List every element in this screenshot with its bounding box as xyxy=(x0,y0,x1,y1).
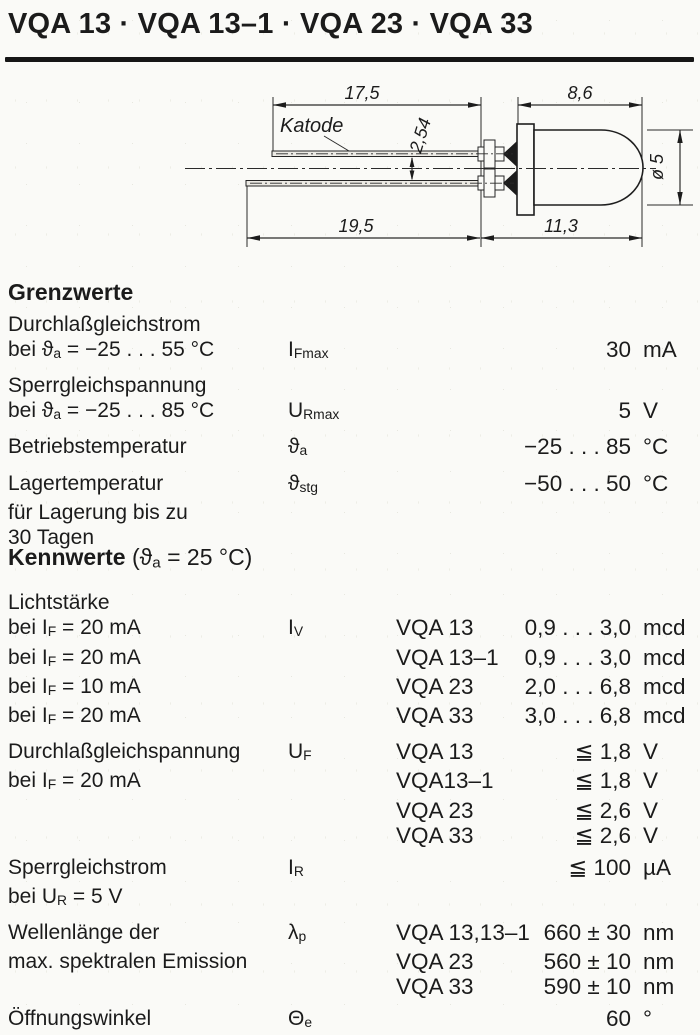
spec-row xyxy=(8,674,692,703)
spec-unit: mcd xyxy=(643,615,686,641)
spec-value: 0,9 . . . 3,0 xyxy=(524,644,631,670)
spec-row xyxy=(8,739,692,768)
dimension-diameter xyxy=(647,130,693,205)
spec-label: bei IF = 10 mA xyxy=(8,674,141,699)
dim-8-6: 8,6 xyxy=(567,83,593,103)
spec-type-name xyxy=(396,337,511,366)
spec-rows xyxy=(8,590,692,1035)
spec-label: Sperrgleichstrom xyxy=(8,855,167,879)
spec-value xyxy=(511,500,631,525)
section-heading-condition: (ϑa = 25 °C) xyxy=(131,544,253,572)
spec-value xyxy=(511,590,631,615)
spec-unit: mA xyxy=(643,337,677,362)
arrowhead-right-icon xyxy=(629,102,642,107)
spec-value xyxy=(511,312,631,337)
dim-19-5: 19,5 xyxy=(338,216,374,236)
spec-value: ≦ 100 xyxy=(568,854,631,880)
arrowhead-left-icon xyxy=(247,235,260,240)
cathode-leader-line xyxy=(324,136,349,151)
spec-row xyxy=(8,434,692,463)
spec-unit: mcd xyxy=(643,703,686,729)
dimension-body-length xyxy=(518,83,642,108)
spec-unit: mcd xyxy=(643,644,686,670)
cathode-label xyxy=(280,115,349,151)
arrowhead-down-icon xyxy=(410,171,415,181)
spec-row xyxy=(8,645,692,674)
dim-2-54: 2,54 xyxy=(405,115,435,155)
spec-label: bei ϑa = −25 . . . 55 °C xyxy=(8,338,215,362)
spec-type-name xyxy=(396,434,511,463)
spec-label: Sperrgleichspannung xyxy=(8,374,207,398)
spec-symbol: IR xyxy=(288,855,304,879)
spec-value: ≦ 1,8 xyxy=(574,739,631,765)
spec-label: bei IF = 20 mA xyxy=(8,704,141,728)
section-heading: Grenzwerte xyxy=(8,279,134,305)
spec-row xyxy=(8,855,692,884)
spec-type-name xyxy=(396,590,511,615)
arrowhead-right-icon xyxy=(629,235,642,240)
spec-unit: V xyxy=(643,797,659,823)
spec-label xyxy=(8,798,288,823)
spec-row xyxy=(8,312,692,337)
led-dome xyxy=(534,130,643,205)
spec-symbol: UF xyxy=(288,740,312,764)
dim-diameter: ø 5 xyxy=(647,153,667,181)
spec-unit: nm xyxy=(643,920,675,946)
led-dimension-drawing xyxy=(0,75,700,272)
spec-type-name: VQA 23 xyxy=(396,949,474,975)
arrowhead-down-icon xyxy=(677,192,682,205)
spec-symbol xyxy=(288,373,396,398)
spec-value: 2,0 . . . 6,8 xyxy=(524,673,631,699)
spec-type-name: VQA 13–1 xyxy=(396,644,499,670)
spec-type-name xyxy=(396,471,511,500)
spec-type-name: VQA 13 xyxy=(396,739,474,765)
spec-symbol: Θe xyxy=(288,1007,313,1031)
spec-unit: nm xyxy=(643,974,675,1000)
spec-unit xyxy=(631,884,692,913)
spec-unit: ° xyxy=(643,1006,652,1032)
led-body xyxy=(517,124,643,215)
spec-symbol xyxy=(288,884,396,913)
spec-label: Wellenlänge der xyxy=(8,921,160,945)
spec-rows xyxy=(8,312,692,550)
spec-value: −50 . . . 50 xyxy=(524,470,631,496)
spec-symbol xyxy=(288,590,396,615)
section-kennwerte xyxy=(8,543,692,1035)
spec-type-name xyxy=(396,373,511,398)
spec-label: bei ϑa = −25 . . . 85 °C xyxy=(8,399,215,423)
spec-symbol: IFmax xyxy=(288,338,329,362)
spec-row xyxy=(8,398,692,427)
spec-label: bei IF = 20 mA xyxy=(8,645,141,669)
spec-value: 3,0 . . . 6,8 xyxy=(524,703,631,729)
spec-label: Öffnungswinkel xyxy=(8,1007,152,1031)
spec-type-name xyxy=(396,884,511,913)
spec-label: bei UR = 5 V xyxy=(8,884,123,909)
spec-value: 60 xyxy=(605,1006,631,1032)
spec-row xyxy=(8,703,692,732)
title-rule xyxy=(5,57,694,62)
spec-row xyxy=(8,974,692,999)
spec-type-name: VQA 23 xyxy=(396,673,474,699)
spec-symbol xyxy=(288,674,396,703)
spec-symbol: URmax xyxy=(288,399,340,423)
spec-label: für Lagerung bis zu xyxy=(8,500,188,524)
spec-label: bei IF = 20 mA xyxy=(8,616,141,640)
spec-type-name: VQA 33 xyxy=(396,974,474,1000)
spec-row xyxy=(8,949,692,974)
spec-label: bei IF = 20 mA xyxy=(8,769,141,793)
spec-label: Durchlaßgleichstrom xyxy=(8,313,201,336)
spec-value: 660 ± 30 xyxy=(543,920,631,946)
section-grenzwerte xyxy=(8,278,692,550)
spec-type-name xyxy=(396,398,511,427)
spec-unit: V xyxy=(643,822,659,848)
spec-row xyxy=(8,337,692,366)
spec-row xyxy=(8,823,692,848)
section-heading xyxy=(8,543,692,577)
spec-type-name: VQA13–1 xyxy=(396,768,494,794)
spec-symbol xyxy=(288,949,396,974)
arrowhead-left-icon xyxy=(481,235,494,240)
spec-label xyxy=(8,823,288,848)
dim-11-3: 11,3 xyxy=(544,216,578,236)
spec-row xyxy=(8,590,692,615)
cathode-label-text: Katode xyxy=(280,115,344,137)
spec-symbol xyxy=(288,312,396,337)
spec-symbol xyxy=(288,645,396,674)
dimension-lead-pitch xyxy=(405,116,435,181)
arrowhead-right-icon xyxy=(468,102,481,107)
dimension-body-total-length xyxy=(481,216,642,241)
spec-symbol xyxy=(288,798,396,823)
arrowhead-right-icon xyxy=(467,235,480,240)
spec-value: 590 ± 10 xyxy=(543,974,631,1000)
spec-value: 560 ± 10 xyxy=(543,949,631,975)
spec-symbol xyxy=(288,703,396,732)
spec-unit: V xyxy=(643,398,659,424)
spec-row xyxy=(8,920,692,949)
spec-label: 30 Tagen xyxy=(8,525,95,549)
section-heading-main: Kennwerte xyxy=(8,544,126,570)
spec-value: 0,9 . . . 3,0 xyxy=(524,615,631,641)
spec-label: Durchlaßgleichspannung xyxy=(8,740,241,764)
spec-label: Betriebstemperatur xyxy=(8,435,187,459)
page-title: VQA 13 · VQA 13–1 · VQA 23 · VQA 33 xyxy=(8,8,533,40)
spec-row xyxy=(8,798,692,823)
spec-value xyxy=(511,884,631,913)
dimension-lead-top-length xyxy=(273,83,481,108)
spec-row xyxy=(8,1006,692,1035)
spec-type-name xyxy=(396,1006,511,1035)
spec-value: 30 xyxy=(605,337,631,362)
led-flange xyxy=(517,124,534,215)
spec-label: Lichtstärke xyxy=(8,591,110,615)
arrowhead-left-icon xyxy=(273,102,286,107)
spec-value xyxy=(511,373,631,398)
spec-row xyxy=(8,471,692,500)
spec-unit: µA xyxy=(643,854,671,880)
dim-17-5: 17,5 xyxy=(344,83,380,103)
spec-label xyxy=(8,974,288,999)
spec-symbol: IV xyxy=(288,616,304,640)
spec-type-name: VQA 13,13–1 xyxy=(396,920,530,946)
spec-row xyxy=(8,768,692,797)
spec-type-name xyxy=(396,500,511,525)
arrowhead-up-icon xyxy=(677,130,682,143)
spec-unit: V xyxy=(643,768,659,794)
spec-type-name xyxy=(396,855,511,884)
arrowhead-up-icon xyxy=(410,157,415,167)
spec-type-name xyxy=(396,312,511,337)
spec-value: 5 xyxy=(618,398,631,424)
spec-type-name: VQA 23 xyxy=(396,797,474,823)
spec-value: ≦ 2,6 xyxy=(574,822,631,848)
spec-row xyxy=(8,373,692,398)
spec-symbol: λp xyxy=(288,921,307,945)
spec-symbol xyxy=(288,974,396,999)
spec-unit: °C xyxy=(643,470,669,496)
spec-unit xyxy=(631,312,692,337)
spec-symbol xyxy=(288,500,396,525)
spec-value: ≦ 2,6 xyxy=(574,797,631,823)
spec-label: max. spektralen Emission xyxy=(8,950,248,974)
spec-symbol xyxy=(288,823,396,848)
spec-unit: V xyxy=(643,739,659,765)
spec-unit xyxy=(631,373,692,398)
spec-unit: nm xyxy=(643,949,675,975)
spec-type-name: VQA 13 xyxy=(396,615,474,641)
spec-unit xyxy=(631,500,692,525)
spec-label: Lagertemperatur xyxy=(8,471,164,495)
spec-symbol xyxy=(288,768,396,797)
spec-unit: mcd xyxy=(643,673,686,699)
spec-row xyxy=(8,615,692,644)
spec-symbol: ϑa xyxy=(288,435,308,459)
spec-value: −25 . . . 85 xyxy=(524,434,631,460)
spec-type-name: VQA 33 xyxy=(396,822,474,848)
spec-row xyxy=(8,884,692,913)
spec-symbol: ϑstg xyxy=(288,471,318,495)
spec-row xyxy=(8,500,692,525)
spec-value: ≦ 1,8 xyxy=(574,768,631,794)
spec-unit: °C xyxy=(643,434,669,460)
spec-type-name: VQA 33 xyxy=(396,703,474,729)
dimension-lead-bottom-length xyxy=(247,216,480,241)
spec-unit xyxy=(631,590,692,615)
arrowhead-left-icon xyxy=(518,102,531,107)
